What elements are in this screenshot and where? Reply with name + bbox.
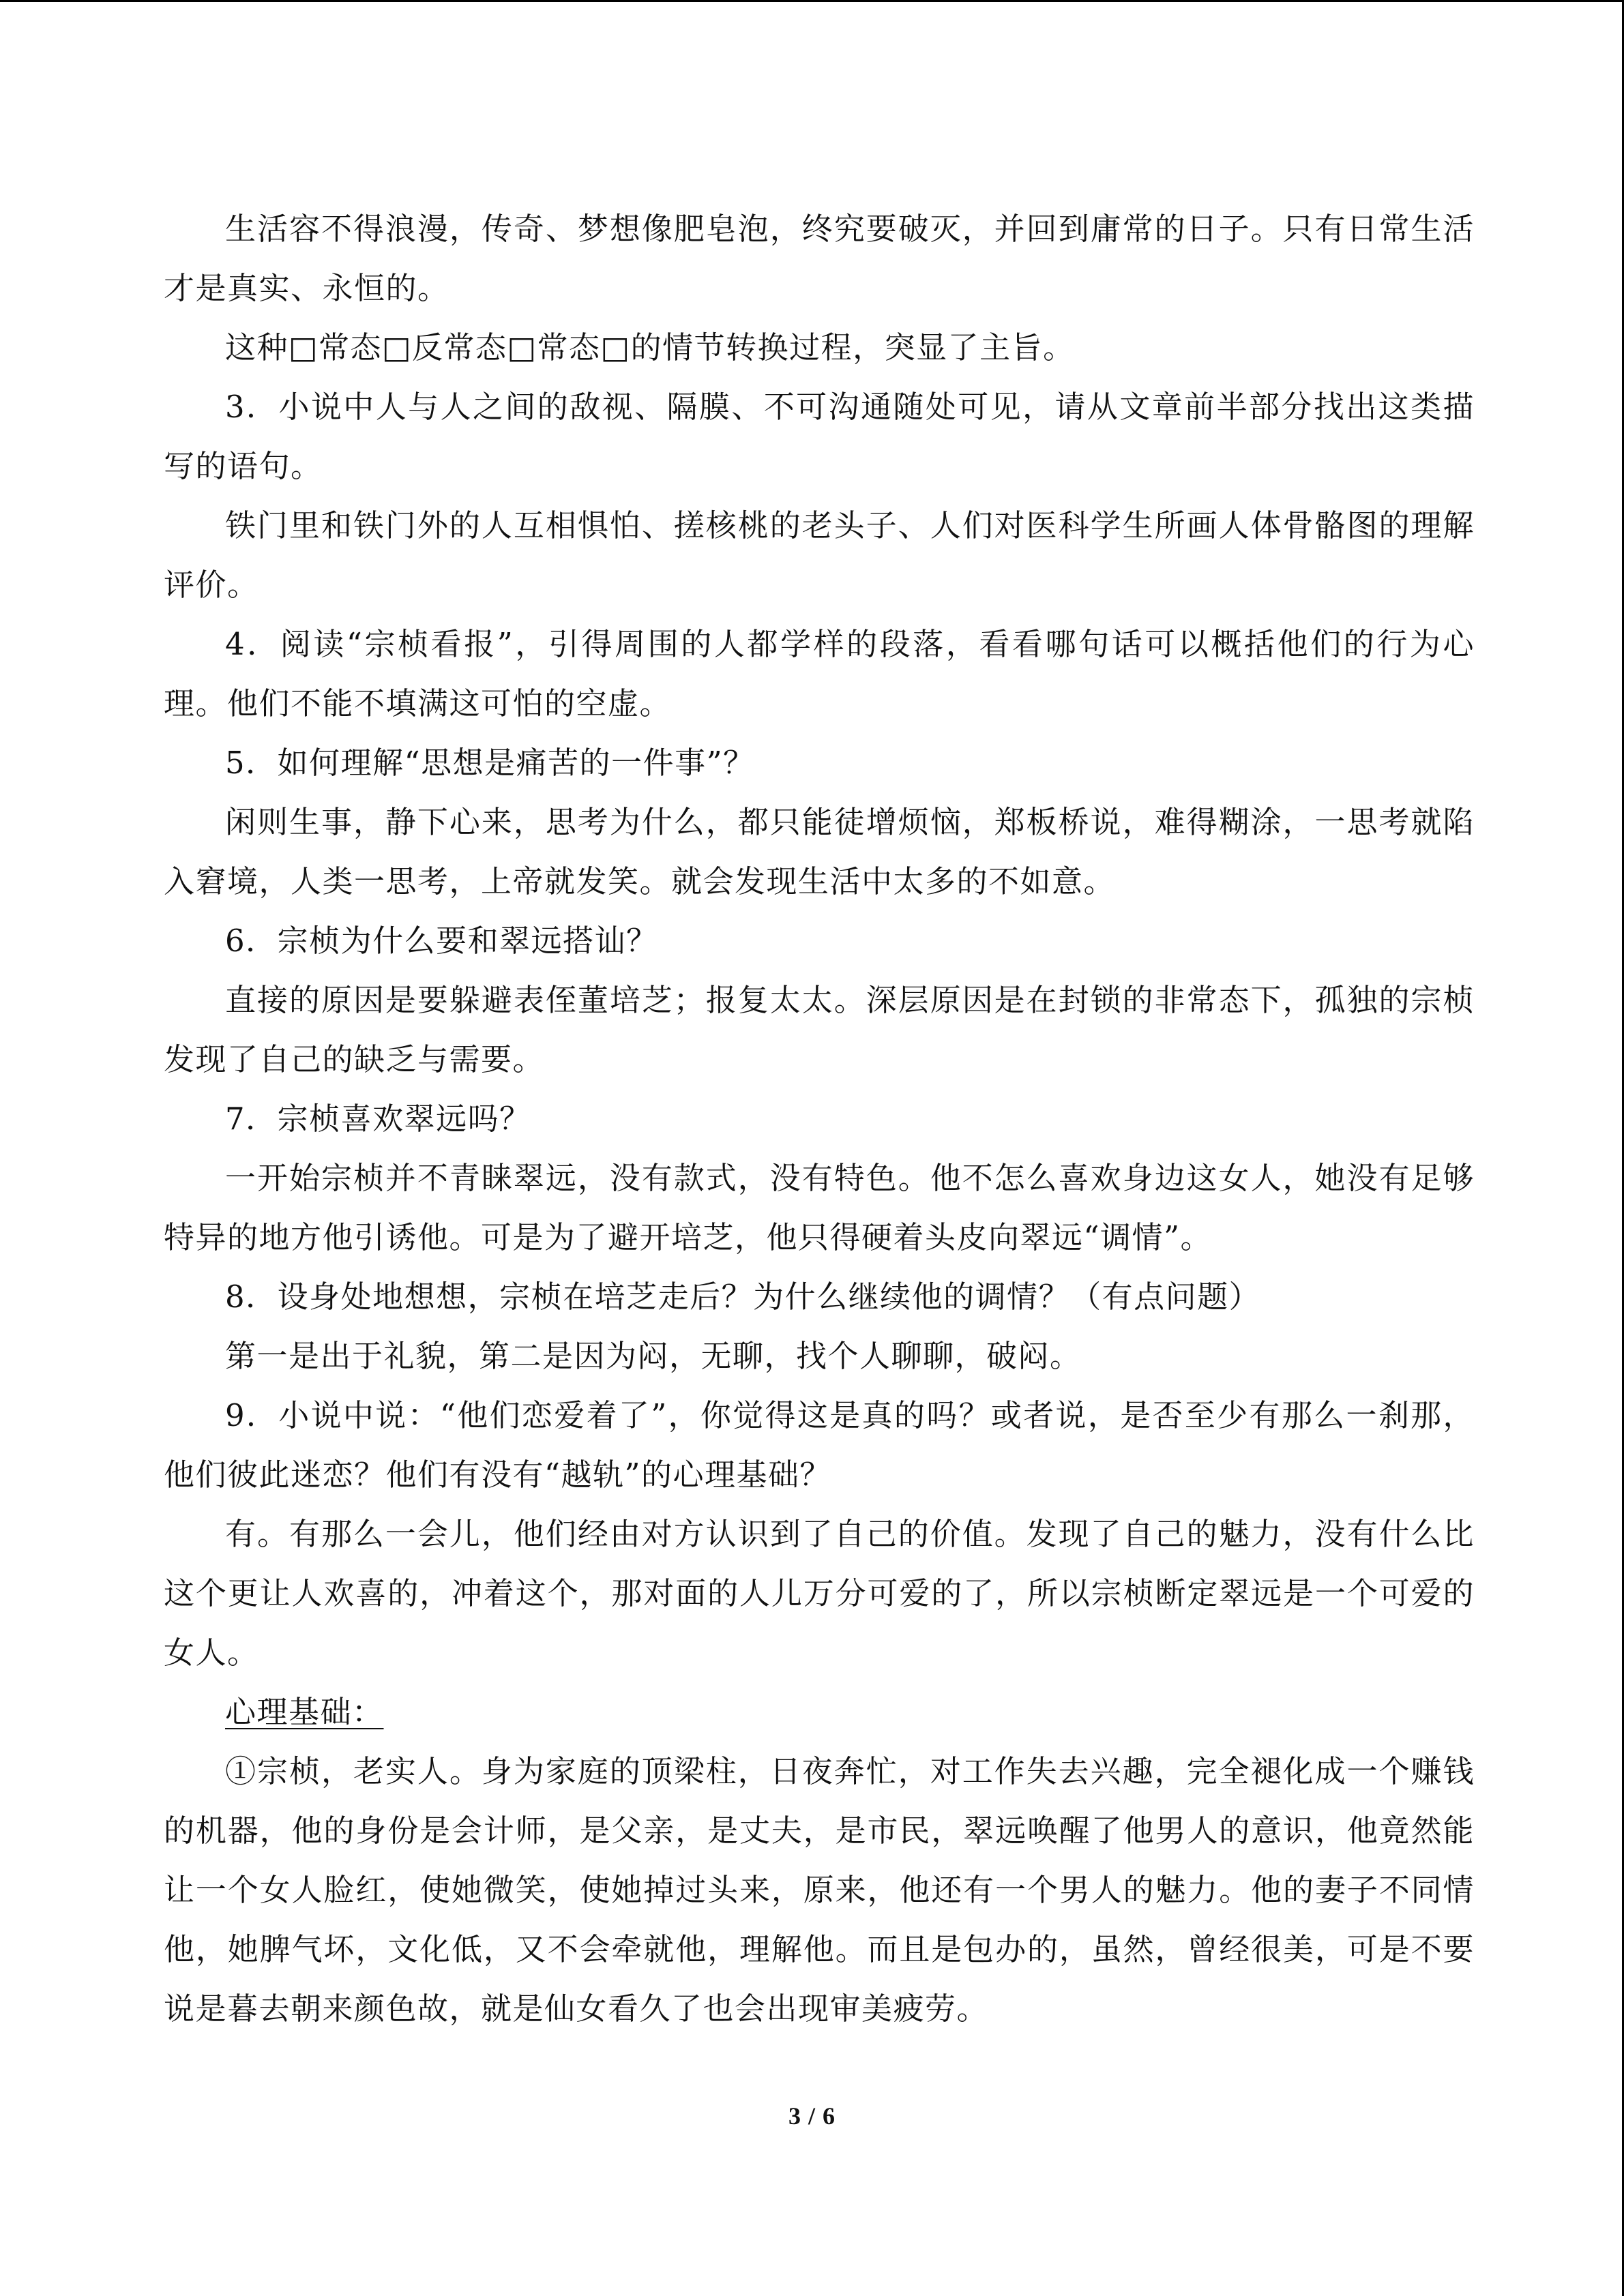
closing-paragraph: ①宗桢，老实人。身为家庭的顶梁柱，日夜奔忙，对工作失去兴趣，完全褪化成一个赚钱的机器，他的身份是会计师，是父亲，是丈夫，是市民，翠远唤醒了他男人的意识，他竟然能让一个女人脸红，使她微笑，使她掉过头来，原来，他还有一个男人的魅力。他的妻子不同情他，她脾气坏，文化低，又不会牵就他，理解他。而且是包办的，虽然，曾经很美，可是不要说是暮去朝来颜色故，就是仙女看久了也会出现审美疲劳。 <box>164 1753 1475 2027</box>
question-3: 3．小说中人与人之间的敌视、隔膜、不可沟通随处可见，请从文章前半部分找出这类描写的语句。 <box>164 389 1475 484</box>
answer-6: 直接的原因是要躲避表侄董培芝；报复太太。深层原因是在封锁的非常态下，孤独的宗桢发现了自己的缺乏与需要。 <box>164 982 1475 1077</box>
section-heading-wrapper <box>164 1682 1475 1742</box>
question-4: 4．阅读“宗桢看报”，引得周围的人都学样的段落，看看哪句话可以概括他们的行为心理。他们不能不填满这可怕的空虚。 <box>164 626 1475 721</box>
page-number: 3 / 6 <box>788 2102 836 2130</box>
question-5: 5．如何理解“思想是痛苦的一件事”？ <box>225 745 755 781</box>
question-9: 9．小说中说：“他们恋爱着了”，你觉得这是真的吗？或者说，是否至少有那么一刹那，他们彼此迷恋？他们有没有“越轨”的心理基础？ <box>164 1397 1475 1493</box>
answer-5: 闲则生事，静下心来，思考为什么，都只能徒增烦恼，郑板桥说，难得糊涂，一思考就陷入窘境，人类一思考，上帝就发笑。就会发现生活中太多的不如意。 <box>164 804 1475 899</box>
answer-8: 第一是出于礼貌，第二是因为闷，无聊，找个人聊聊，破闷。 <box>225 1338 1082 1374</box>
page-content <box>164 199 1475 2038</box>
question-7: 7．宗桢喜欢翠远吗？ <box>225 1101 531 1137</box>
question-8: 8．设身处地想想，宗桢在培芝走后？为什么继续他的调情？（有点问题） <box>225 1279 1261 1315</box>
answer-3: 铁门里和铁门外的人互相惧怕、搓核桃的老头子、人们对医科学生所画人体骨骼图的理解评价。 <box>164 507 1475 603</box>
answer-7: 一开始宗桢并不青睐翠远，没有款式，没有特色。他不怎么喜欢身边这女人，她没有足够特异的地方他引诱他。可是为了避开培芝，他只得硬着头皮向翠远“调情”。 <box>164 1160 1475 1255</box>
paragraph: 这种□常态□反常态□常态□的情节转换过程，突显了主旨。 <box>225 329 1075 366</box>
answer-9: 有。有那么一会儿，他们经由对方认识到了自己的价值。发现了自己的魅力，没有什么比这个更让人欢喜的，冲着这个，那对面的人儿万分可爱的了，所以宗桢断定翠远是一个可爱的女人。 <box>164 1516 1475 1671</box>
paragraph: 生活容不得浪漫，传奇、梦想像肥皂泡，终究要破灭，并回到庸常的日子。只有日常生活才是真实、永恒的。 <box>164 211 1475 306</box>
question-6: 6．宗桢为什么要和翠远搭讪？ <box>225 923 658 959</box>
section-heading: 心理基础： <box>225 1694 384 1730</box>
